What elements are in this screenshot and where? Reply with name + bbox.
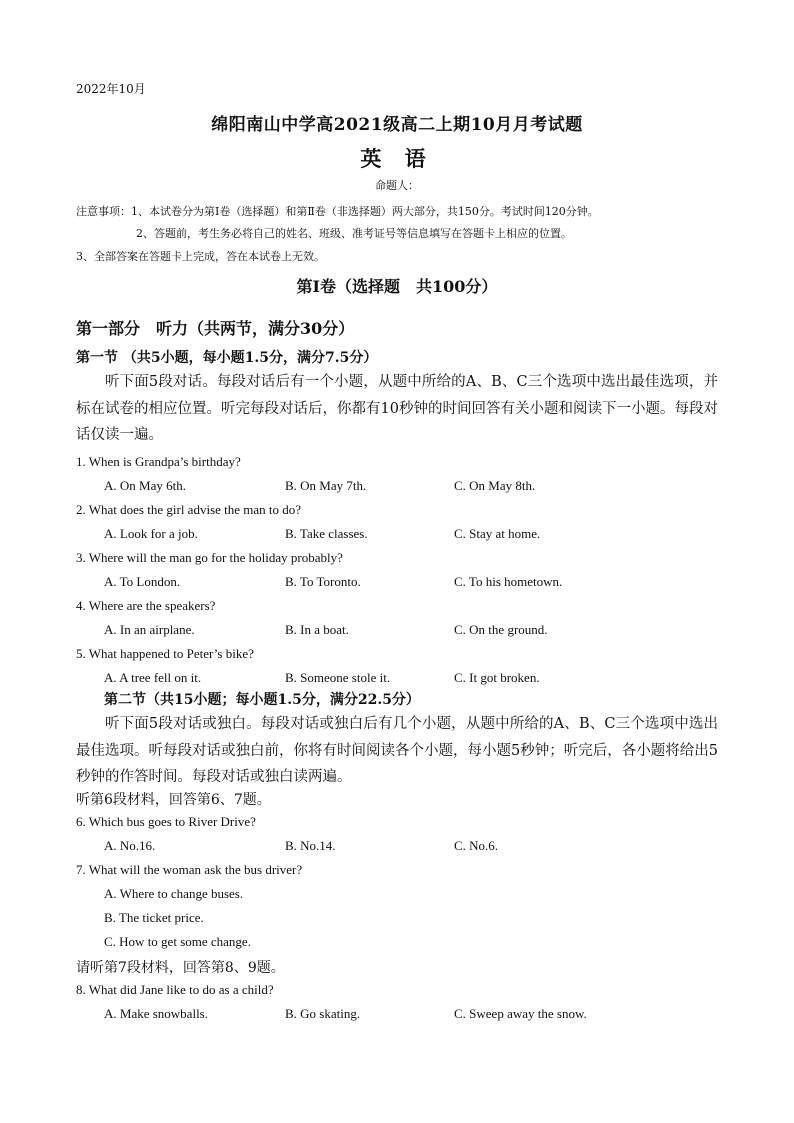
option-b: B. No.14. — [285, 838, 336, 853]
option-b: B. In a boat. — [285, 622, 349, 637]
option-b: B. To Toronto. — [285, 574, 361, 589]
section2-instructions: 听下面5段对话或独白。每段对话或独白后有几个小题，从题中所给的A、B、C三个选项中选出最佳选项。听每段对话或独白前，你将有时间阅读各个小题，每小题5秒钟；听完后，各小题将给出5秒钟的作答时间。每段对话或独白读两遍。 — [76, 716, 718, 785]
option-c: C. How to get some change. — [104, 934, 251, 949]
option-c: C. No.6. — [454, 838, 499, 853]
exam-date: 2022年10月 — [76, 82, 146, 96]
option-a: A. In an airplane. — [104, 622, 195, 637]
setter-line: 命题人： — [375, 179, 419, 192]
option-a: A. Where to change buses. — [104, 886, 244, 901]
question-stem: 7. What will the woman ask the bus driver? — [76, 862, 303, 877]
option-a: A. On May 6th. — [104, 478, 186, 493]
question-stem: 6. Which bus goes to River Drive? — [76, 814, 256, 829]
notice-3: 3、全部答案在答题卡上完成，答在本试卷上无效。 — [76, 250, 325, 263]
volume-title: 第Ⅰ卷（选择题 共100分） — [296, 277, 498, 296]
section1-instructions: 听下面5段对话。每段对话后有一个小题，从题中所给的A、B、C三个选项中选出最佳选项，并标在试卷的相应位置。听完每段对话后，你都有10秒钟的时间回答有关小题和阅读下一小题。每段对话仅读一遍。 — [76, 374, 718, 443]
option-c: C. On the ground. — [454, 622, 548, 637]
option-a: A. To London. — [104, 574, 181, 589]
option-b: B. Go skating. — [285, 1006, 361, 1021]
section1-title: 第一节 （共5小题，每小题1.5分，满分7.5分） — [76, 350, 378, 366]
question-stem: 5. What happened to Peter’s bike? — [76, 646, 254, 661]
section2-title: 第二节（共15小题；每小题1.5分，满分22.5分） — [104, 692, 420, 708]
subject-title: 英 语 — [360, 146, 434, 171]
option-c: C. Stay at home. — [454, 526, 541, 541]
option-a: A. No.16. — [104, 838, 156, 853]
question-stem: 1. When is Grandpa’s birthday? — [76, 454, 241, 469]
option-c: C. To his hometown. — [454, 574, 563, 589]
option-a: A. Make snowballs. — [104, 1006, 208, 1021]
school-title: 绵阳南山中学高2021级高二上期10月月考试题 — [211, 115, 583, 135]
option-b: B. The ticket price. — [104, 910, 204, 925]
option-a: A. A tree fell on it. — [104, 670, 202, 685]
listen-note-7: 请听第7段材料，回答第8、9题。 — [76, 960, 285, 976]
option-b: B. Take classes. — [285, 526, 368, 541]
notice-2: 2、答题前，考生务必将自己的姓名、班级、准考证号等信息填写在答题卡上相应的位置。 — [136, 227, 572, 240]
option-c: C. It got broken. — [454, 670, 540, 685]
option-a: A. Look for a job. — [104, 526, 198, 541]
option-b: B. Someone stole it. — [285, 670, 391, 685]
notice-1: 注意事项：1、本试卷分为第Ⅰ卷（选择题）和第Ⅱ卷（非选择题）两大部分，共150分。考试时间120分钟。 — [76, 205, 599, 218]
listen-note-6: 听第6段材料，回答第6、7题。 — [76, 792, 271, 808]
question-stem: 3. Where will the man go for the holiday probably? — [76, 550, 343, 565]
question-stem: 8. What did Jane like to do as a child? — [76, 982, 274, 997]
question-stem: 4. Where are the speakers? — [76, 598, 216, 613]
question-stem: 2. What does the girl advise the man to do? — [76, 502, 302, 517]
option-b: B. On May 7th. — [285, 478, 367, 493]
part-title: 第一部分 听力（共两节，满分30分） — [76, 319, 355, 338]
option-c: C. On May 8th. — [454, 478, 536, 493]
option-c: C. Sweep away the snow. — [454, 1006, 587, 1021]
